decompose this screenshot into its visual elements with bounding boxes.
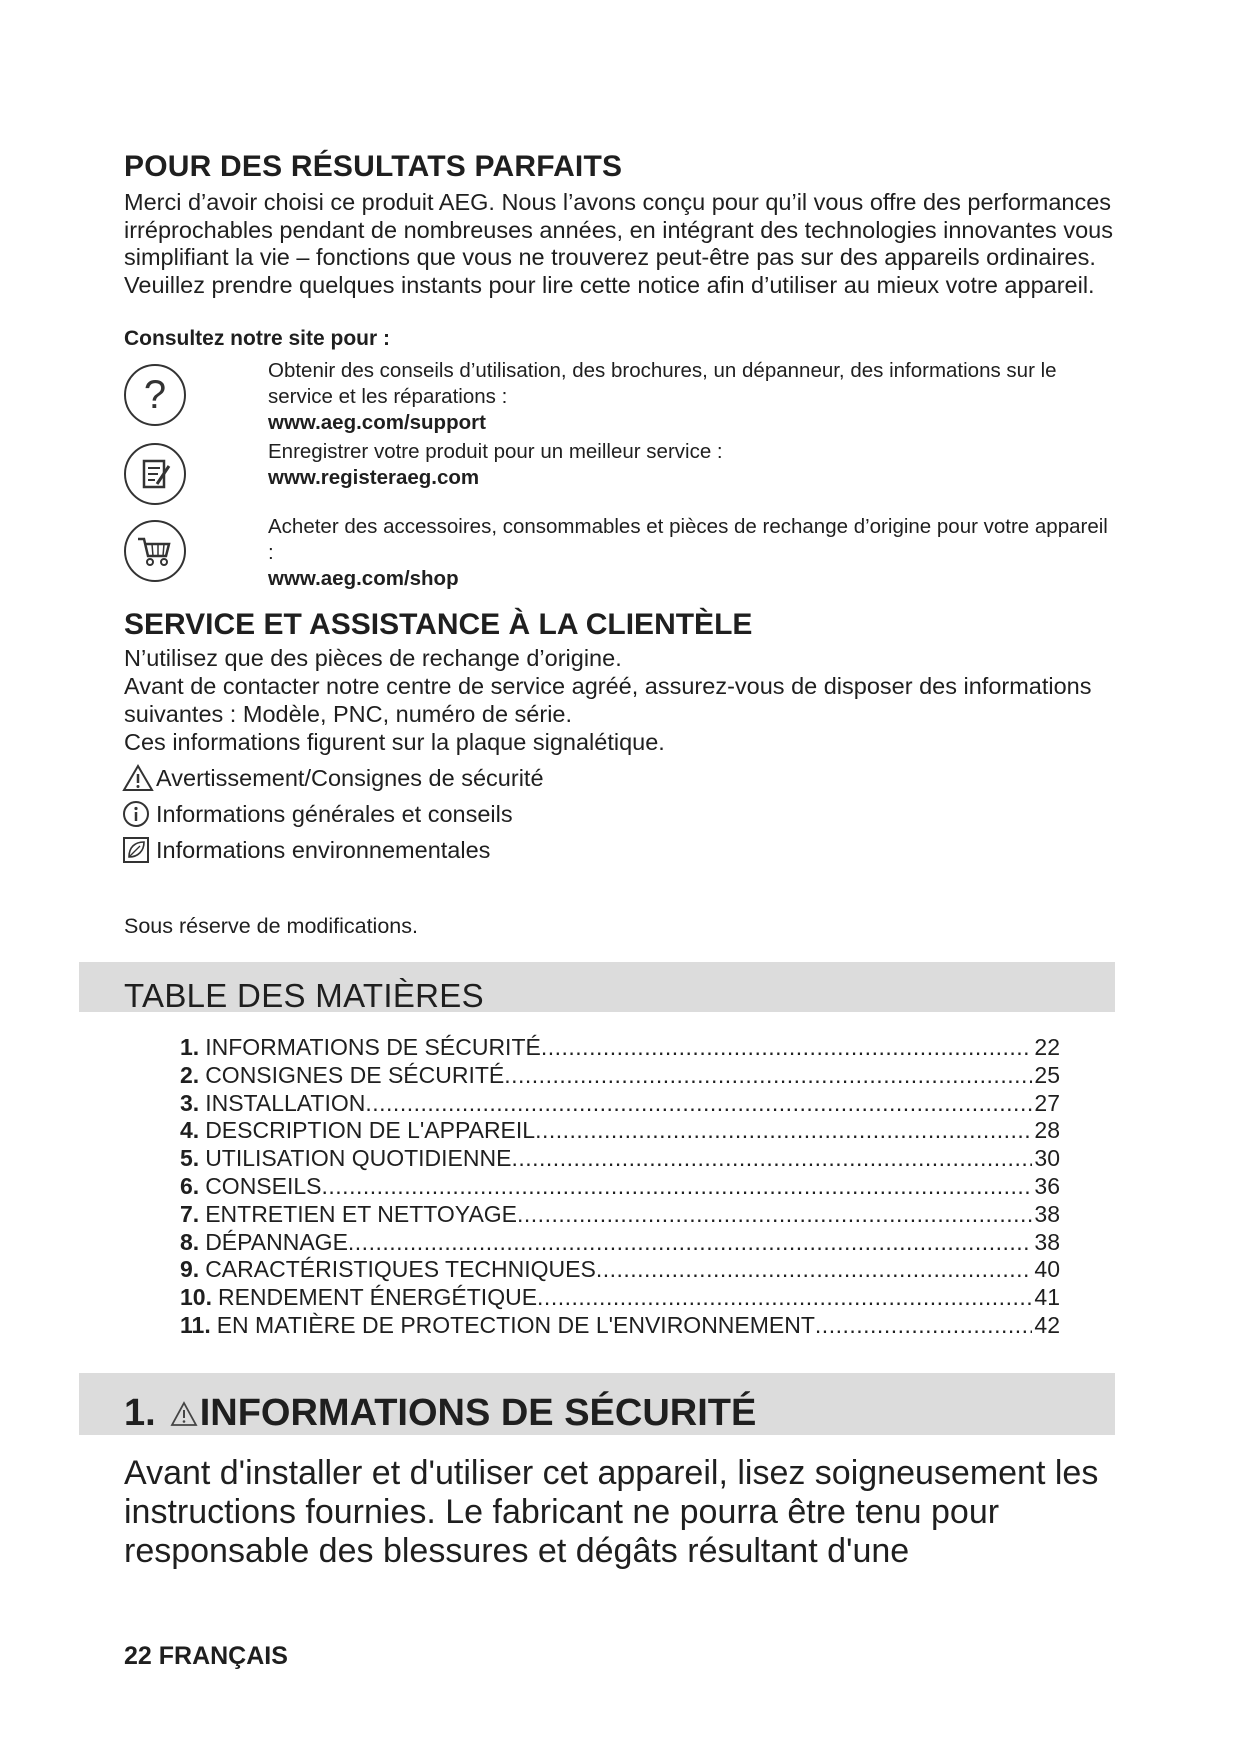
service-url-support[interactable]: www.aeg.com/support [268,411,486,434]
toc-entry-number: 10. [180,1284,212,1311]
toc-entry[interactable] [180,1062,1060,1090]
toc-leader-dots [517,1201,1032,1228]
toc-entry-label: EN MATIÈRE DE PROTECTION DE L'ENVIRONNEMENT [216,1311,815,1338]
heading-service: SERVICE ET ASSISTANCE À LA CLIENTÈLE [124,608,753,641]
toc-entry-page: 41 [1034,1284,1060,1311]
toc-entry-number: 1. [180,1034,200,1060]
service-line: N’utilisez que des pièces de rechange d’origine. [124,645,622,671]
service-text: Obtenir des conseils d’utilisation, des brochures, un dépanneur, des informations sur le service et les réparations : [268,359,1057,408]
legend-label: Avertissement/Consignes de sécurité [156,764,544,791]
toc-leader-dots [511,1145,1032,1172]
legend-item-warning [122,760,544,796]
service-item-support [268,358,1118,436]
section1-title: INFORMATIONS DE SÉCURITÉ [199,1392,757,1434]
heading-results: POUR DES RÉSULTATS PARFAITS [124,150,623,183]
toc-entry-page: 30 [1034,1145,1060,1172]
service-item-register [268,439,1118,491]
toc-entry-label: DESCRIPTION DE L'APPAREIL [205,1117,536,1144]
service-line: Ces informations figurent sur la plaque signalétique. [124,729,665,755]
info-icon [122,800,156,828]
legend-item-environment [122,832,544,868]
toc-entry-label: UTILISATION QUOTIDIENNE [205,1145,512,1172]
toc-leader-dots [537,1284,1032,1311]
table-of-contents [180,1034,1060,1340]
toc-entry[interactable] [180,1034,1060,1062]
toc-entry[interactable] [180,1229,1060,1257]
section1-number: 1. [124,1392,156,1434]
toc-entry[interactable] [180,1284,1060,1312]
toc-entry[interactable] [180,1145,1060,1173]
toc-entry-label: DÉPANNAGE [205,1228,348,1255]
toc-entry-number: 7. [180,1200,200,1227]
toc-entry[interactable] [180,1090,1060,1118]
legend-item-info [122,796,544,832]
toc-entry-number: 5. [180,1145,200,1172]
toc-entry[interactable] [180,1312,1060,1340]
service-paragraph [124,644,1114,756]
toc-entry-label: CONSEILS [205,1172,322,1199]
toc-title: TABLE DES MATIÈRES [124,977,484,1014]
section1-body: Avant d'installer et d'utiliser cet appareil, lisez soigneusement les instructions fournies. Le fabricant ne pourra être tenu pour responsable des blessures et dégâts résultant d'une [124,1454,1099,1570]
toc-leader-dots [541,1034,1033,1061]
leaf-icon [122,836,156,864]
toc-entry-number: 8. [180,1228,200,1255]
warning-icon [122,764,156,792]
service-url-register[interactable]: www.registeraeg.com [268,466,480,489]
toc-entry-page: 27 [1034,1089,1060,1116]
intro-paragraph: Merci d’avoir choisi ce produit AEG. Nous l’avons conçu pour qu’il vous offre des performances irréprochables pendant de nombreuses années, en intégrant des technologies innovantes vous simplifiant la vie – fonctions que vous ne trouverez peut-être pas sur des appareils ordinaires. Veuillez prendre quelques instants pour lire cette notice afin d’utiliser au mieux votre appareil. [124,189,1113,298]
legend-label: Informations environnementales [156,836,491,863]
toc-entry-number: 3. [180,1089,200,1116]
toc-leader-dots [348,1229,1033,1256]
toc-leader-dots [365,1090,1032,1117]
toc-entry-page: 40 [1034,1256,1060,1283]
toc-entry-page: 25 [1034,1061,1060,1088]
toc-leader-dots [815,1312,1032,1339]
toc-entry-number: 4. [180,1117,200,1144]
reserve-note: Sous réserve de modifications. [124,914,418,938]
toc-entry-page: 22 [1034,1034,1060,1060]
toc-leader-dots [596,1256,1033,1283]
toc-entry-page: 38 [1034,1228,1060,1255]
section1-heading [124,1392,756,1435]
question-icon: ? [124,364,186,426]
service-text: Acheter des accessoires, consommables et pièces de rechange d’origine pour votre appareil : [268,515,1108,564]
toc-entry-label: ENTRETIEN ET NETTOYAGE [205,1200,518,1227]
consult-label: Consultez notre site pour : [124,327,391,350]
toc-entry-number: 9. [180,1256,200,1283]
register-icon [124,443,186,505]
toc-entry-page: 38 [1034,1200,1060,1227]
toc-leader-dots [322,1173,1033,1200]
toc-entry[interactable] [180,1201,1060,1229]
toc-entry-page: 42 [1034,1311,1060,1338]
toc-entry-number: 11. [180,1311,211,1338]
toc-entry-number: 2. [180,1061,200,1088]
cart-icon [124,520,186,582]
toc-entry-label: CONSIGNES DE SÉCURITÉ [205,1061,505,1088]
toc-leader-dots [504,1062,1032,1089]
service-text: Enregistrer votre produit pour un meilleur service : [268,440,723,463]
legend-label: Informations générales et conseils [156,800,513,827]
toc-entry-label: INFORMATIONS DE SÉCURITÉ [205,1034,541,1060]
service-item-shop [268,514,1118,592]
service-line: Avant de contacter notre centre de service agréé, assurez-vous de disposer des informations suivantes : Modèle, PNC, numéro de série. [124,673,1092,727]
toc-entry-label: CARACTÉRISTIQUES TECHNIQUES [205,1256,596,1283]
toc-entry-label: RENDEMENT ÉNERGÉTIQUE [217,1284,538,1311]
toc-entry[interactable] [180,1256,1060,1284]
toc-entry[interactable] [180,1173,1060,1201]
toc-leader-dots [535,1117,1032,1144]
toc-entry-label: INSTALLATION [205,1089,366,1116]
toc-entry-page: 28 [1034,1117,1060,1144]
page-footer: 22 FRANÇAIS [124,1642,288,1670]
toc-entry-page: 36 [1034,1172,1060,1199]
warning-icon [170,1401,198,1427]
toc-entry-number: 6. [180,1172,200,1199]
symbol-legend [122,760,544,868]
service-url-shop[interactable]: www.aeg.com/shop [268,567,459,590]
toc-entry[interactable] [180,1117,1060,1145]
